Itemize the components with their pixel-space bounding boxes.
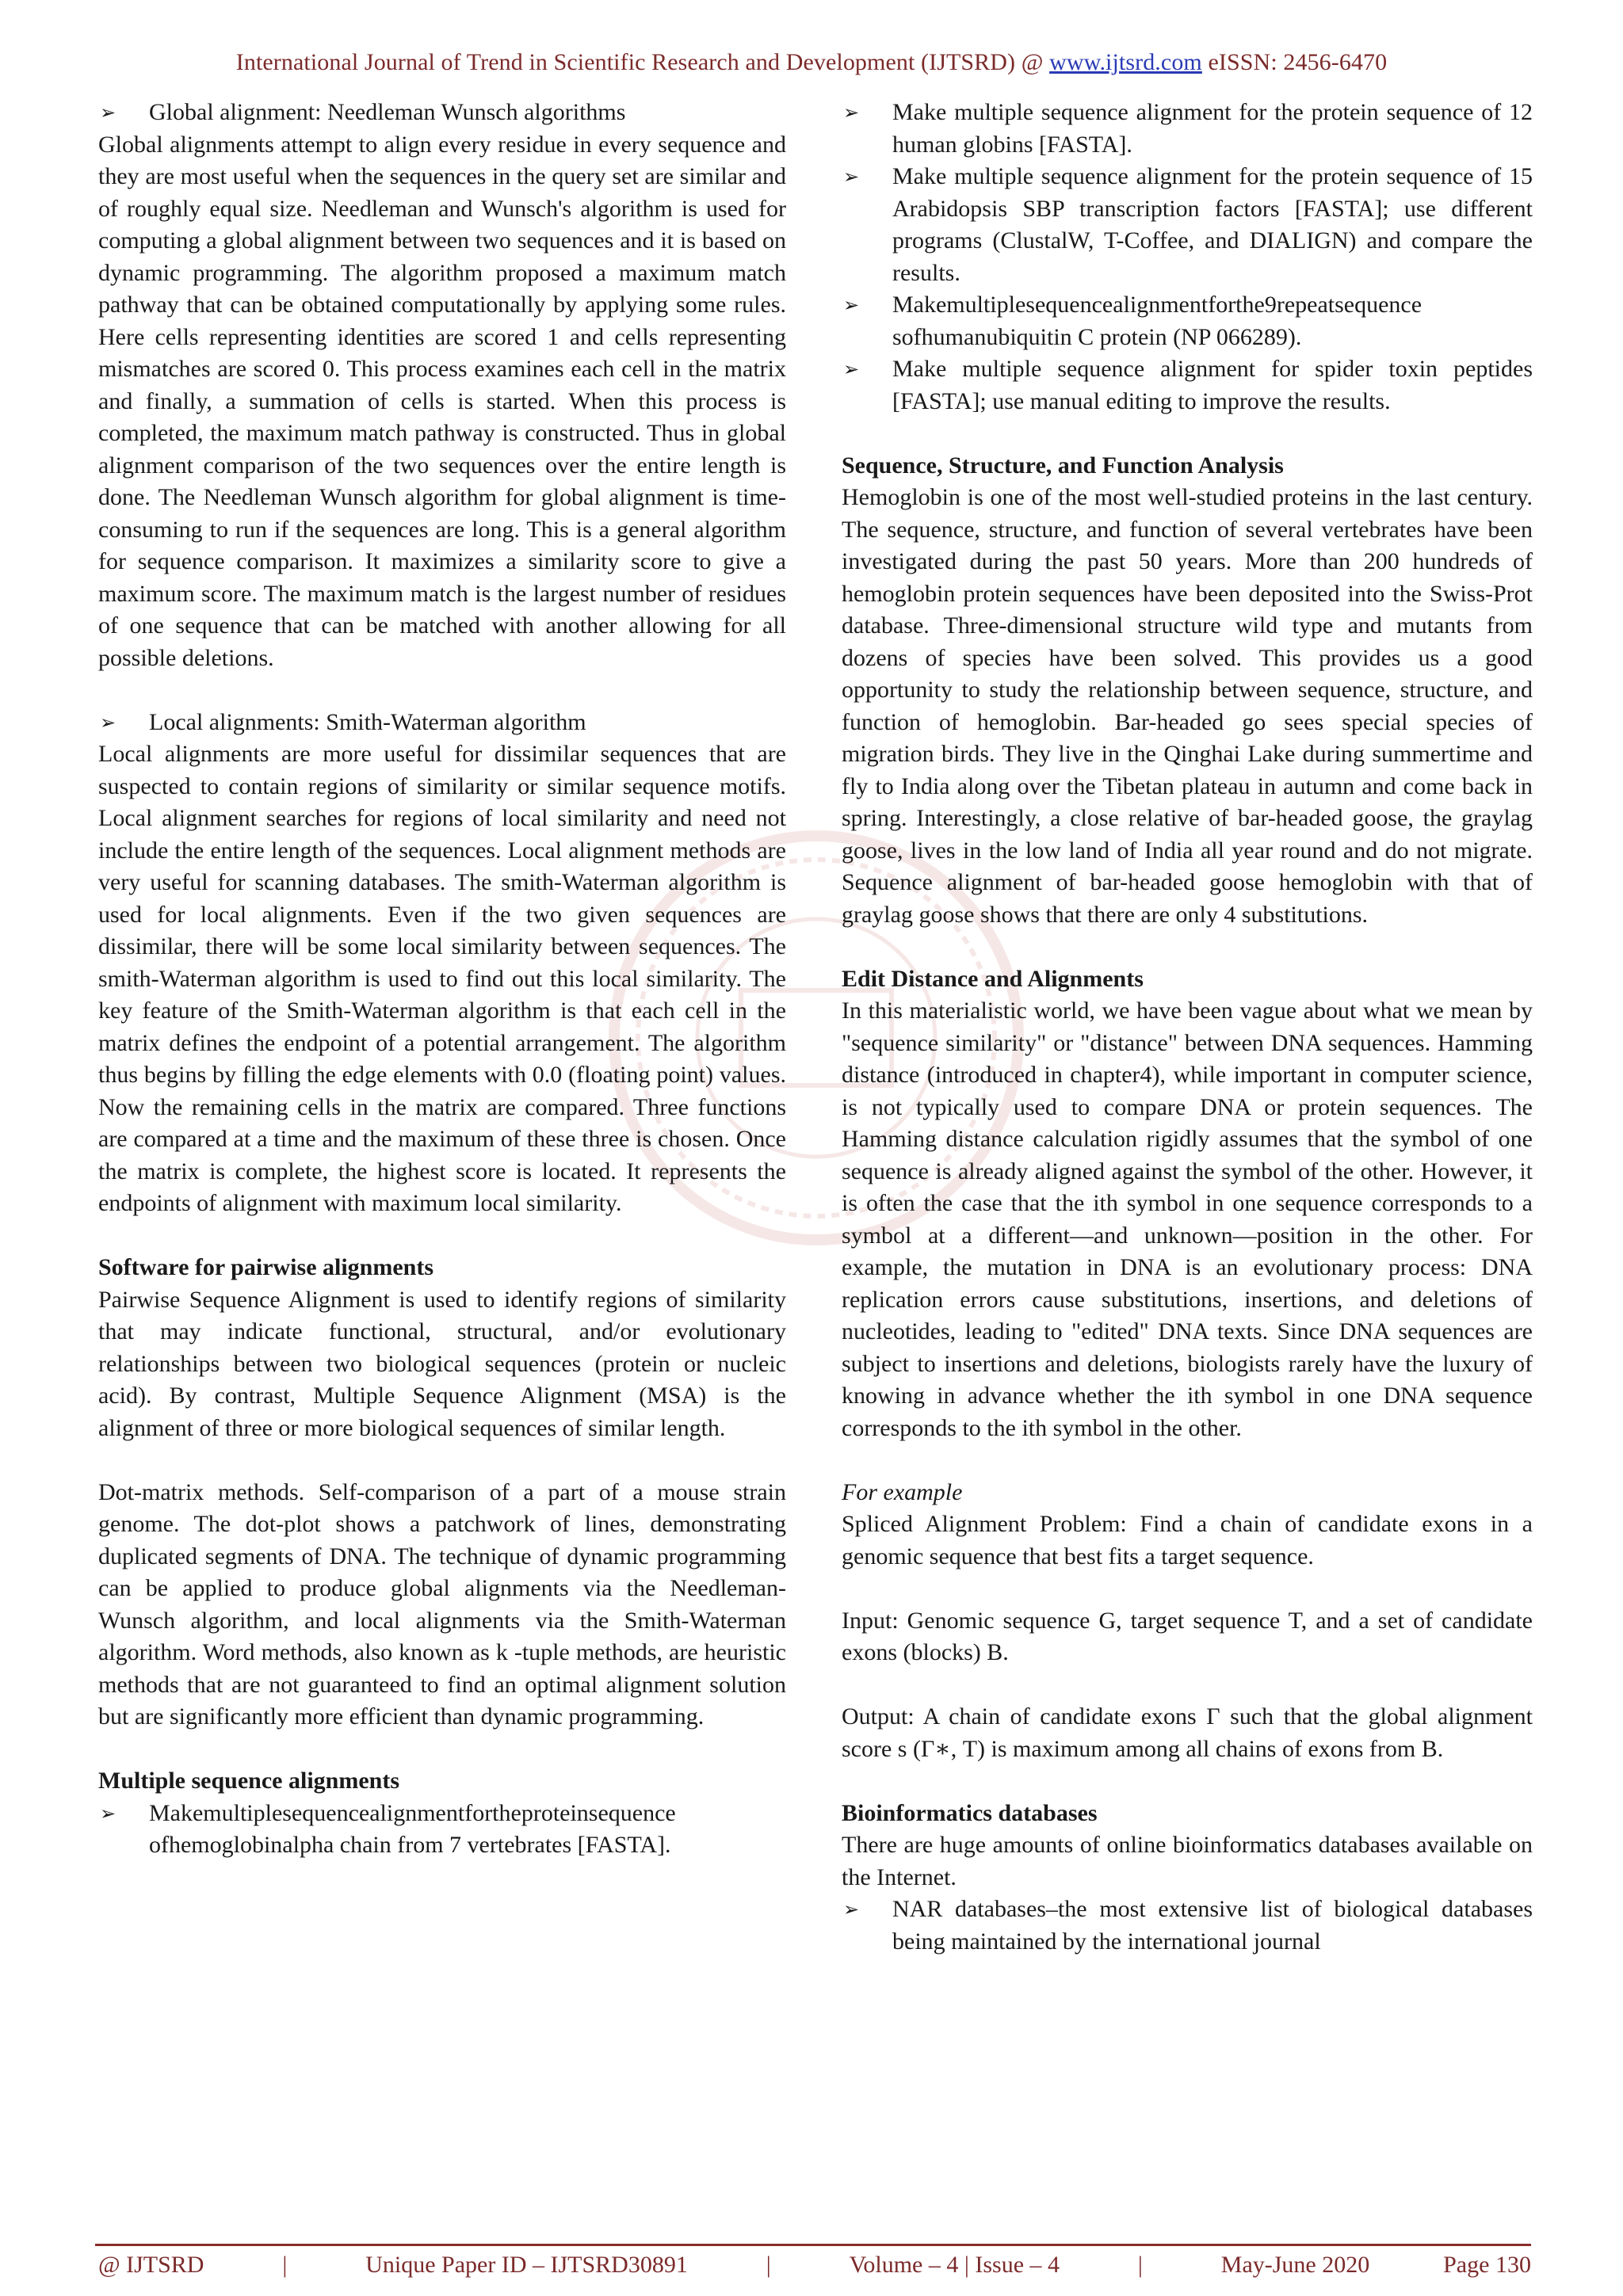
local-alignment-bullet <box>98 707 786 739</box>
running-header <box>0 49 1623 76</box>
nar-databases-bullet <box>842 1894 1533 1958</box>
footer-volume-issue: Volume – 4 | Issue – 4 <box>849 2252 1060 2278</box>
msa-bullet-globins <box>842 97 1533 161</box>
edit-distance-heading: Edit Distance and Alignments <box>842 965 1144 992</box>
msa-bullet-spider-toxin-text: Make multiple sequence alignment for spider toxin peptides [FASTA]; use manual editing to improve the results. <box>892 356 1533 414</box>
header-eissn: eISSN: 2456-6470 <box>1208 49 1388 75</box>
local-alignment-bullet-text: Local alignments: Smith-Waterman algorithm <box>149 708 586 735</box>
software-heading: Software for pairwise alignments <box>98 1254 434 1280</box>
bioinformatics-databases-heading: Bioinformatics databases <box>842 1799 1098 1826</box>
dot-matrix-paragraph: Dot-matrix methods. Self-comparison of a part of a mouse strain genome. The dot-plot shows a patchwork of lines, demonstrating duplicated segments of DNA. The technique of dynamic programming can be applied to produce global alignments via the Needleman-Wunsch algorithm, and local alignments via the Smith-Waterman algorithm. Word methods, also known as k -tuple methods, are heuristic methods that are not guaranteed to find an optimal alignment solution but are significantly more efficient than dynamic programming. <box>98 1478 786 1730</box>
input-paragraph: Input: Genomic sequence G, target sequence T, and a set of candidate exons (blocks) B. <box>842 1607 1533 1665</box>
nar-databases-bullet-text: NAR databases–the most extensive list of biological databases being maintained by the international journal <box>892 1896 1533 1955</box>
footer-separator: | <box>282 2252 288 2278</box>
bioinformatics-databases-paragraph: There are huge amounts of online bioinformatics databases available on the Internet. <box>842 1832 1533 1890</box>
footer-date: May-June 2020 <box>1220 2252 1370 2278</box>
software-paragraph: Pairwise Sequence Alignment is used to identify regions of similarity that may indicate functional, structural, and/or evolutionary relationships between two biological sequences (protein or nucleic acid). By contrast, Multiple Sequence Alignment (MSA) is the alignment of three or more biological sequences of similar length. <box>98 1286 786 1441</box>
header-journal-title: International Journal of Trend in Scientific Research and Development (IJTSRD) @ <box>235 49 1044 75</box>
msa-bullet-ubiquitin <box>842 289 1533 353</box>
global-alignment-bullet-text: Global alignment: Needleman Wunsch algorithms <box>149 99 626 125</box>
right-column <box>842 97 1533 1958</box>
bullet-arrow-icon: ➢ <box>100 101 116 124</box>
page-footer <box>98 2252 1531 2279</box>
bullet-arrow-icon: ➢ <box>843 101 860 124</box>
bullet-arrow-icon: ➢ <box>100 1802 116 1825</box>
left-column <box>98 97 786 1862</box>
msa-bullet-ubiquitin-text: Makemultiplesequencealignmentforthe9repeatsequence sofhumanubiquitin C protein (NP 066289). <box>892 292 1423 350</box>
ssf-paragraph: Hemoglobin is one of the most well-studied proteins in the last century. The sequence, structure, and function of several vertebrates have been investigated during the past 50 years. More than 200 hundreds of hemoglobin protein sequences have been deposited into the Swiss-Prot database. Three-dimensional structure wild type and mutants from dozens of species have been solved. This provides us a good opportunity to study the relationship between sequence, structure, and function of hemoglobin. Bar-headed go sees special species of migration birds. They live in the Qinghai Lake during summertime and fly to India along over the Tibetan plateau in autumn and come back in spring. Interestingly, a close relative of bar-headed goose, the graylag goose, lives in the low land of India all year round and do not migrate. Sequence alignment of bar-headed goose hemoglobin with that of graylag goose shows that there are only 4 substitutions. <box>842 484 1533 928</box>
footer-separator: | <box>1137 2252 1143 2278</box>
ssf-heading: Sequence, Structure, and Function Analysis <box>842 452 1284 479</box>
bullet-arrow-icon: ➢ <box>843 1898 860 1920</box>
footer-ijtsrd: @ IJTSRD <box>98 2252 204 2278</box>
footer-rule <box>95 2244 1531 2246</box>
bullet-arrow-icon: ➢ <box>100 711 116 734</box>
for-example-label: For example <box>842 1478 963 1505</box>
header-website-link[interactable]: www.ijtsrd.com <box>1049 49 1202 75</box>
spliced-alignment-paragraph: Spliced Alignment Problem: Find a chain of candidate exons in a genomic sequence that best fits a target sequence. <box>842 1511 1533 1569</box>
msa-bullet-arabidopsis-text: Make multiple sequence alignment for the protein sequence of 15 Arabidopsis SBP transcription factors [FASTA]; use different programs (ClustalW, T-Coffee, and DIALIGN) and compare the results. <box>892 163 1533 286</box>
global-alignment-bullet <box>98 97 786 129</box>
msa-heading: Multiple sequence alignments <box>98 1768 399 1794</box>
msa-bullet-globins-text: Make multiple sequence alignment for the protein sequence of 12 human globins [FASTA]. <box>892 99 1533 158</box>
footer-separator: | <box>766 2252 771 2278</box>
msa-bullet-arabidopsis <box>842 161 1533 289</box>
local-alignment-paragraph: Local alignments are more useful for dissimilar sequences that are suspected to contain regions of similarity or similar sequence motifs. Local alignment searches for regions of local similarity and need not include the entire length of the sequences. Local alignment methods are very useful for scanning databases. The smith-Waterman algorithm is used for local alignments. Even if the two given sequences are dissimilar, there will be some local similarity between sequences. The smith-Waterman algorithm is used to find out this local similarity. The key feature of the Smith-Waterman algorithm is that each cell in the matrix defines the endpoint of a potential arrangement. The algorithm thus begins by filling the edge elements with 0.0 (floating point) values. Now the remaining cells in the matrix are compared. Three functions are compared at a time and the maximum of these three is chosen. Once the matrix is complete, the highest score is located. It represents the endpoints of alignment with maximum local similarity. <box>98 741 786 1216</box>
edit-distance-paragraph: In this materialistic world, we have been vague about what we mean by "sequence similarity" or "distance" between DNA sequences. Hamming distance (introduced in chapter4), while important in computer science, is not typically used to compare DNA or protein sequences. The Hamming distance calculation rigidly assumes that the symbol of one sequence is already aligned against the symbol of the other. However, it is often the case that the ith symbol in one sequence corresponds to a symbol at a different—and unknown—position in the other. For example, the mutation in DNA is an evolutionary process: DNA replication errors cause substitutions, insertions, and deletions of nucleotides, leading to "edited" DNA texts. Since DNA sequences are subject to insertions and deletions, biologists rarely have the luxury of knowing in advance whether the ith symbol in one DNA sequence corresponds to the ith symbol in the other. <box>842 997 1533 1441</box>
msa-bullet-spider-toxin <box>842 353 1533 418</box>
bullet-arrow-icon: ➢ <box>843 294 860 316</box>
output-paragraph: Output: A chain of candidate exons Γ such that the global alignment score s (Γ∗, T) is maximum among all chains of exons from B. <box>842 1703 1533 1762</box>
bullet-arrow-icon: ➢ <box>843 358 860 380</box>
footer-paper-id: Unique Paper ID – IJTSRD30891 <box>365 2252 688 2278</box>
global-alignment-paragraph: Global alignments attempt to align every residue in every sequence and they are most useful when the sequences in the query set are similar and of roughly equal size. Needleman and Wunsch's algorithm is used for computing a global alignment between two sequences and it is based on dynamic programming. The algorithm proposed a maximum match pathway that can be obtained computationally by applying some rules. Here cells representing identities are scored 1 and cells representing mismatches are scored 0. This process examines each cell in the matrix and finally, a summation of cells is started. When this process is completed, the maximum match pathway is constructed. Thus in global alignment comparison of the two sequences over the entire length is done. The Needleman Wunsch algorithm for global alignment is time-consuming to run if the sequences are long. This is a general algorithm for sequence comparison. It maximizes a similarity score to give a maximum score. The maximum match is the largest number of residues of one sequence that can be matched with another allowing for all possible deletions. <box>98 131 786 671</box>
msa-bullet-hemoglobin <box>98 1798 786 1862</box>
bullet-arrow-icon: ➢ <box>843 166 860 188</box>
msa-bullet-hemoglobin-text: Makemultiplesequencealignmentfortheproteinsequence ofhemoglobinalpha chain from 7 vertebrates [FASTA]. <box>149 1799 676 1858</box>
footer-page-number: Page 130 <box>1443 2252 1531 2278</box>
